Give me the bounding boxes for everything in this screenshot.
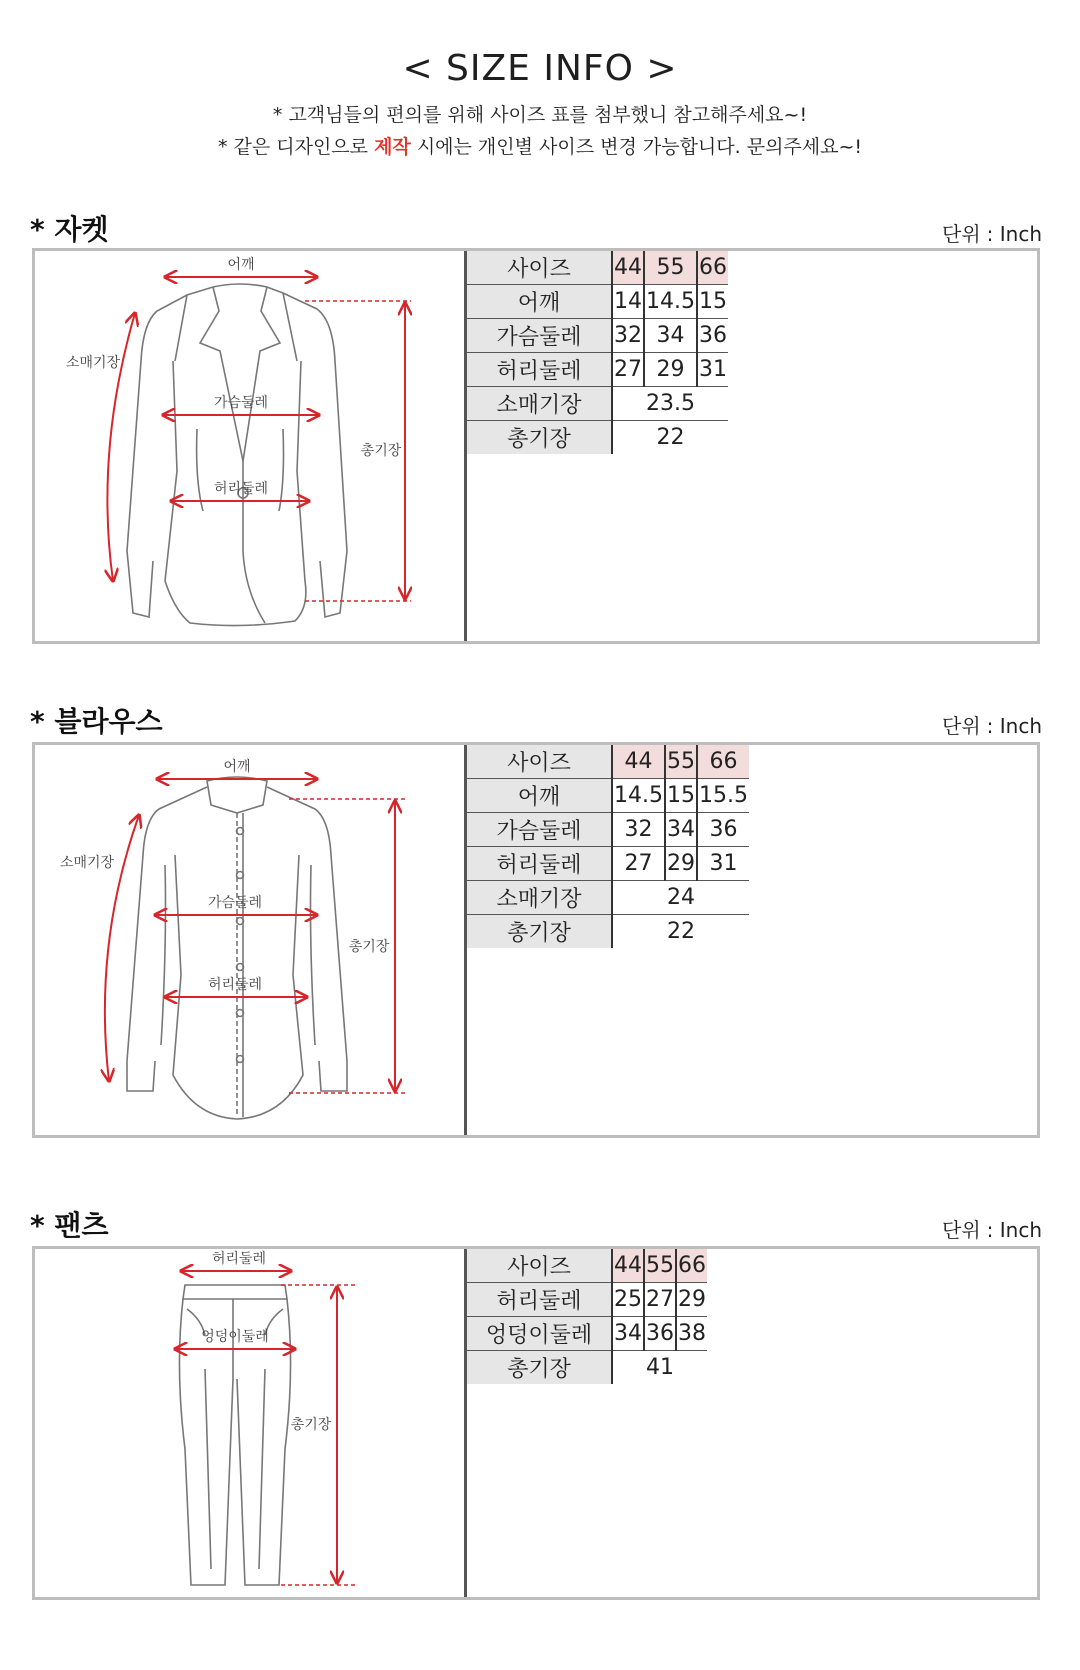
table-row	[467, 1283, 707, 1317]
unit-value: : Inch	[986, 222, 1042, 246]
row-label: 가슴둘레	[467, 813, 612, 847]
value-cell: 15.5	[697, 779, 749, 813]
blouse-label-chest: 가슴둘레	[207, 895, 263, 911]
value-cell: 29	[644, 353, 697, 387]
table-row	[467, 881, 749, 915]
notice-line-2	[0, 132, 1080, 159]
size-cell: 66	[697, 745, 749, 779]
value-cell: 31	[697, 353, 728, 387]
jacket-section-title: * 자켓	[30, 213, 109, 246]
value-cell: 32	[612, 319, 644, 353]
row-label: 사이즈	[467, 251, 612, 285]
notice-line-2-after: 시에는 개인별 사이즈 변경 가능합니다. 문의주세요~!	[410, 136, 863, 158]
blouse-section-title: * 블라우스	[30, 705, 163, 738]
value-cell: 15	[697, 285, 728, 319]
size-cell: 66	[676, 1249, 707, 1283]
jacket-unit	[942, 218, 1042, 247]
blouse-label-sleeve: 소매기장	[59, 855, 115, 871]
row-label: 어깨	[467, 779, 612, 813]
table-row	[467, 353, 728, 387]
notice-line-1: * 고객님들의 편의를 위해 사이즈 표를 첨부했니 참고해주세요~!	[272, 104, 808, 126]
size-cell: 44	[612, 251, 644, 285]
value-cell-merged: 41	[612, 1351, 707, 1385]
pants-illustration	[35, 1249, 467, 1597]
value-cell-merged: 22	[612, 421, 728, 455]
row-label: 엉덩이둘레	[467, 1317, 612, 1351]
unit-label: 단위	[942, 1218, 981, 1242]
jacket-illustration	[35, 251, 467, 641]
unit-label: 단위	[942, 222, 981, 246]
blouse-label-shoulder: 어깨	[223, 759, 251, 775]
table-row	[467, 319, 728, 353]
pants-label-waist: 허리둘레	[211, 1251, 267, 1267]
table-row	[467, 779, 749, 813]
value-cell: 27	[612, 353, 644, 387]
table-row	[467, 1317, 707, 1351]
blouse-size-panel	[32, 742, 1040, 1138]
blouse-label-length: 총기장	[348, 939, 390, 955]
value-cell-merged: 22	[612, 915, 749, 949]
size-cell: 44	[612, 745, 665, 779]
value-cell: 14.5	[612, 779, 665, 813]
blouse-label-waist: 허리둘레	[207, 977, 263, 993]
value-cell: 14	[612, 285, 644, 319]
notice-line-2-before: * 같은 디자인으로	[217, 136, 375, 158]
unit-value: : Inch	[986, 714, 1042, 738]
value-cell: 38	[676, 1317, 707, 1351]
value-cell: 29	[676, 1283, 707, 1317]
table-row	[467, 745, 749, 779]
pants-label-hip: 엉덩이둘레	[201, 1329, 269, 1345]
row-label: 사이즈	[467, 1249, 612, 1283]
table-row	[467, 285, 728, 319]
blouse-diagram	[35, 745, 465, 1135]
blouse-outline	[127, 777, 347, 1119]
row-label: 허리둘레	[467, 847, 612, 881]
value-cell: 34	[665, 813, 697, 847]
row-label: 허리둘레	[467, 353, 612, 387]
unit-value: : Inch	[986, 1218, 1042, 1242]
table-row	[467, 1249, 707, 1283]
notice-highlight: 제작	[374, 136, 411, 158]
value-cell: 14.5	[644, 285, 697, 319]
value-cell: 27	[612, 847, 665, 881]
size-cell: 55	[644, 1249, 676, 1283]
jacket-label-sleeve: 소매기장	[65, 355, 121, 371]
blouse-illustration	[35, 745, 467, 1135]
table-row	[467, 915, 749, 949]
row-label: 가슴둘레	[467, 319, 612, 353]
table-row	[467, 387, 728, 421]
jacket-label-waist: 허리둘레	[213, 481, 269, 497]
size-cell: 55	[665, 745, 697, 779]
blouse-size-table	[467, 745, 749, 948]
blouse-unit	[942, 710, 1042, 739]
size-cell: 55	[644, 251, 697, 285]
table-row	[467, 847, 749, 881]
value-cell: 36	[697, 813, 749, 847]
value-cell-merged: 24	[612, 881, 749, 915]
size-cell: 44	[612, 1249, 644, 1283]
value-cell-merged: 23.5	[612, 387, 728, 421]
jacket-label-shoulder: 어깨	[227, 257, 255, 273]
table-row	[467, 813, 749, 847]
value-cell: 15	[665, 779, 697, 813]
pants-diagram	[35, 1249, 465, 1597]
row-label: 소매기장	[467, 387, 612, 421]
pants-size-table	[467, 1249, 707, 1384]
row-label: 허리둘레	[467, 1283, 612, 1317]
pants-unit	[942, 1214, 1042, 1243]
row-label: 총기장	[467, 421, 612, 455]
jacket-outline	[127, 284, 347, 626]
row-label: 어깨	[467, 285, 612, 319]
pants-section-title: * 팬츠	[30, 1209, 109, 1242]
value-cell: 27	[644, 1283, 676, 1317]
pants-label-length: 총기장	[290, 1417, 332, 1433]
value-cell: 31	[697, 847, 749, 881]
jacket-size-panel	[32, 248, 1040, 644]
unit-label: 단위	[942, 714, 981, 738]
value-cell: 34	[612, 1317, 644, 1351]
row-label: 사이즈	[467, 745, 612, 779]
jacket-label-length: 총기장	[360, 443, 402, 459]
value-cell: 32	[612, 813, 665, 847]
value-cell: 29	[665, 847, 697, 881]
value-cell: 34	[644, 319, 697, 353]
jacket-label-chest: 가슴둘레	[213, 395, 269, 411]
row-label: 총기장	[467, 915, 612, 949]
table-row	[467, 251, 728, 285]
pants-size-panel	[32, 1246, 1040, 1600]
value-cell: 36	[644, 1317, 676, 1351]
row-label: 소매기장	[467, 881, 612, 915]
value-cell: 36	[697, 319, 728, 353]
value-cell: 25	[612, 1283, 644, 1317]
page-title: < SIZE INFO >	[402, 48, 678, 89]
table-row	[467, 421, 728, 455]
size-cell: 66	[697, 251, 728, 285]
jacket-diagram	[35, 251, 465, 641]
table-row	[467, 1351, 707, 1385]
row-label: 총기장	[467, 1351, 612, 1385]
jacket-size-table	[467, 251, 728, 454]
